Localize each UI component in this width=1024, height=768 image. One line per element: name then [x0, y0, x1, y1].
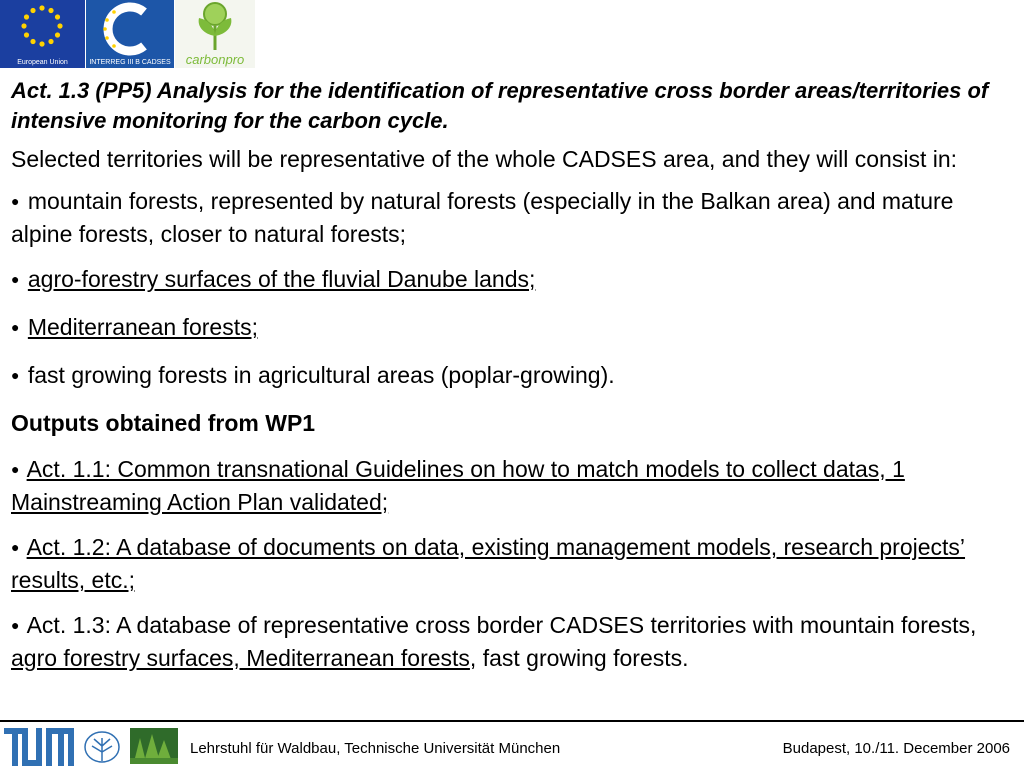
carbonpro-leaf-icon	[175, 0, 255, 52]
carbonpro-logo	[175, 0, 255, 68]
eu-stars-icon	[0, 0, 85, 56]
interreg-logo	[86, 0, 174, 68]
output-item-act-1-1	[11, 454, 1011, 517]
tum-logo-icon	[4, 728, 74, 766]
bullet-icon: ●	[11, 539, 20, 555]
territory-item-agro-forestry	[11, 264, 1011, 297]
footer-event-date: Budapest, 10./11. December 2006	[782, 740, 1010, 757]
output-item-act-1-2	[11, 532, 1011, 595]
bullet-icon: ●	[11, 319, 20, 335]
output-link[interactable]: agro forestry surfaces, Mediterranean forests	[11, 645, 470, 671]
territory-item-fast-growing	[11, 360, 1011, 393]
footer-institution: Lehrstuhl für Waldbau, Technische Universität München	[190, 740, 561, 757]
intro-paragraph: Selected territories will be representative of the whole CADSES area, and they will consist in:	[11, 146, 958, 172]
output-text-prefix: Act. 1.3: A database of representative cross border CADSES territories with mountain forests,	[26, 612, 977, 638]
forest-photo-icon	[130, 728, 178, 764]
territory-text: fast growing forests in agricultural areas (poplar-growing).	[27, 362, 615, 388]
carbonpro-caption: carbonpro	[185, 52, 245, 67]
territory-link[interactable]: Mediterranean forests;	[27, 314, 258, 340]
territory-link[interactable]: agro-forestry surfaces of the fluvial Danube lands;	[27, 266, 536, 292]
footer-divider	[0, 720, 1024, 722]
slide-footer	[0, 724, 1024, 768]
tree-emblem-icon	[82, 730, 122, 764]
bullet-icon: ●	[11, 461, 20, 477]
eu-caption: European Union	[17, 59, 68, 66]
slide-title: Act. 1.3 (PP5) Analysis for the identification of representative cross border areas/territories of intensive monitoring for the carbon cycle.	[11, 78, 989, 133]
bullet-icon: ●	[11, 367, 20, 383]
output-link[interactable]: Act. 1.1: Common transnational Guidelines on how to match models to collect datas, 1 Mainstreaming Action Plan validated;	[11, 456, 905, 515]
interreg-c-icon	[86, 0, 174, 58]
output-item-act-1-3	[11, 610, 1011, 673]
territory-item-mediterranean	[11, 312, 1011, 345]
bullet-icon: ●	[11, 271, 20, 287]
territory-text: mountain forests, represented by natural forests (especially in the Balkan area) and mature alpine forests, closer to natural forests;	[11, 188, 954, 247]
interreg-caption: INTERREG III B CADSES	[89, 59, 171, 66]
territory-item-mountain	[11, 186, 1011, 249]
slide-content	[11, 76, 1011, 688]
output-link[interactable]: Act. 1.2: A database of documents on data, existing management models, research projects’ results, etc.;	[11, 534, 966, 593]
bullet-icon: ●	[11, 617, 20, 633]
european-union-logo	[0, 0, 85, 68]
outputs-heading: Outputs obtained from WP1	[11, 410, 316, 436]
bullet-icon: ●	[11, 193, 20, 209]
output-text-suffix: , fast growing forests.	[469, 645, 689, 671]
